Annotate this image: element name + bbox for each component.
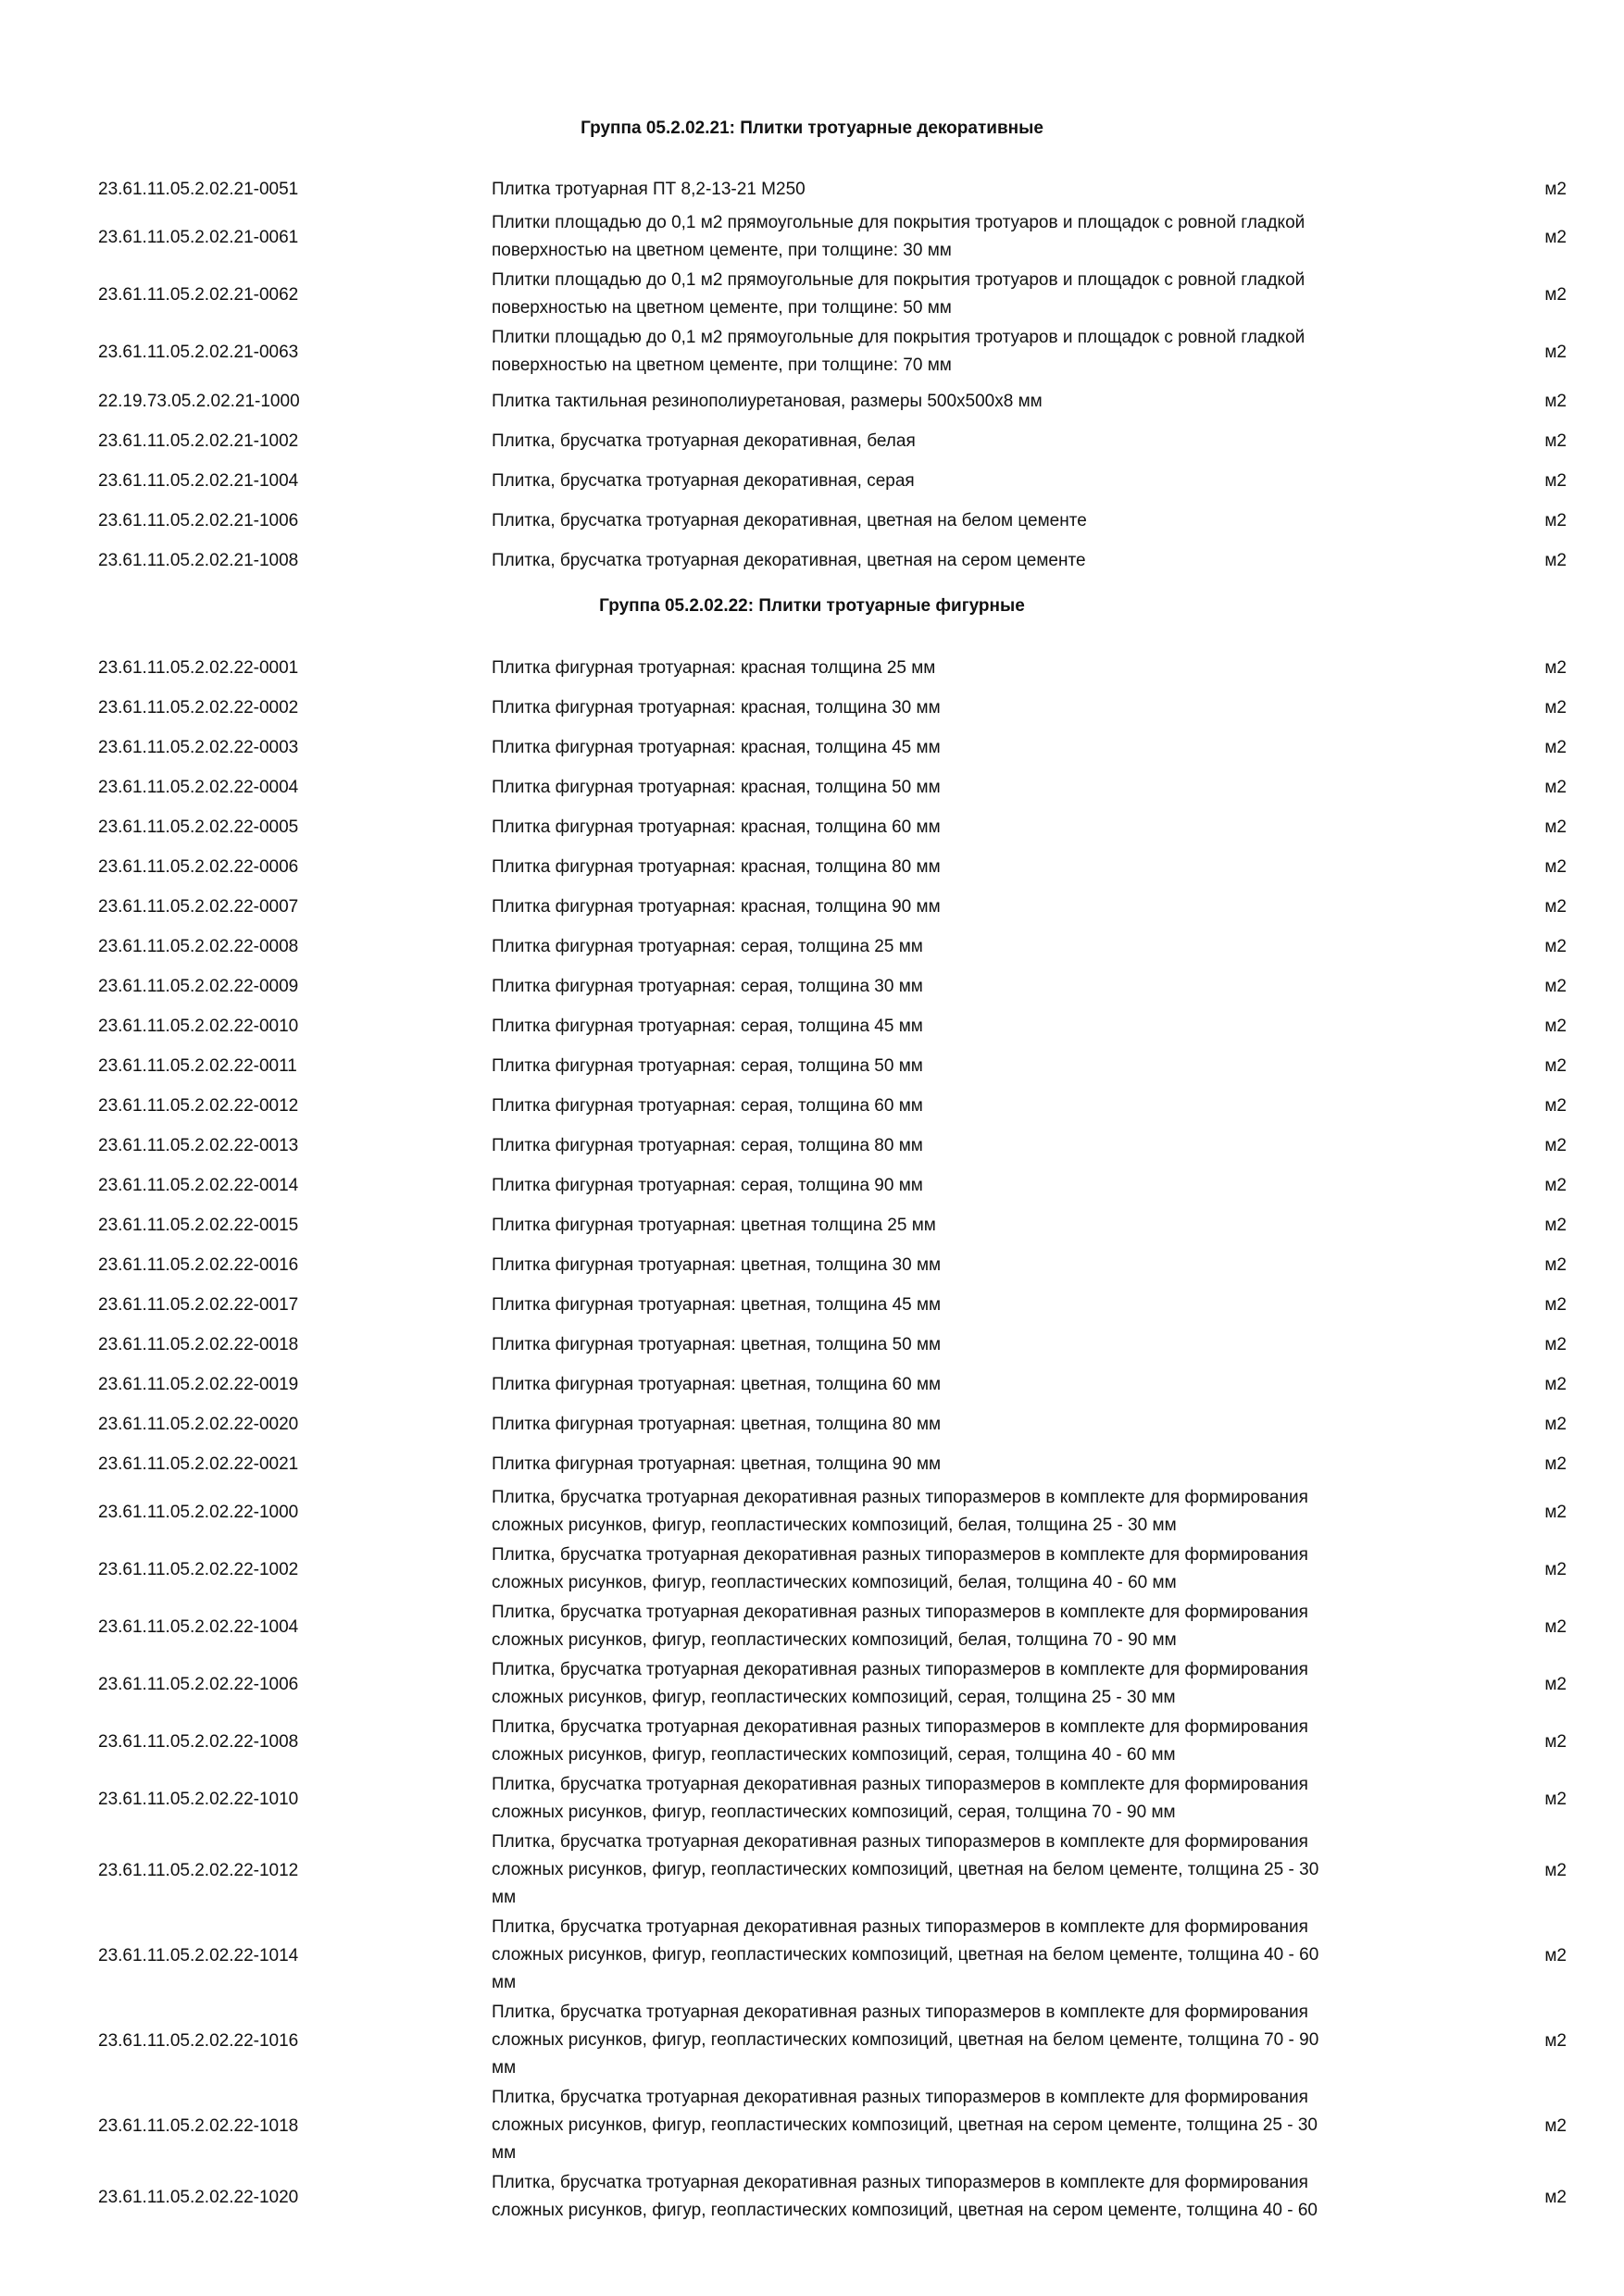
table-row [0,1771,1624,1828]
resource-name-line: сложных рисунков, фигур, геопластических композиций, цветная на белом цементе, толщина 25 - 30 [492,1860,1319,1879]
table-row [0,1999,1624,2084]
resource-code: 23.61.11.05.2.02.22-0001 [98,657,299,678]
resource-name-line: Плитка, брусчатка тротуарная декоративная, цветная на сером цементе [492,550,1086,570]
unit-of-measure: м2 [1544,1675,1567,1694]
resource-name [492,1541,1464,1597]
resource-name [492,1172,1464,1200]
table-row [0,1484,1624,1541]
resource-name [492,854,1464,881]
resource-name-line: Плитка фигурная тротуарная: цветная, толщина 30 мм [492,1254,942,1275]
resource-name [492,1599,1464,1654]
group-heading: Группа 05.2.02.21: Плитки тротуарные декоративные [581,119,1043,138]
resource-name-line: Плитка, брусчатка тротуарная декоративная разных типоразмеров в комплекте для формирования [492,1775,1308,1794]
unit-of-measure: м2 [1544,1135,1567,1155]
resource-name-line: Плитка, брусчатка тротуарная декоративная разных типоразмеров в комплекте для формирования [492,1488,1308,1507]
unit-of-measure: м2 [1544,1334,1567,1354]
unit-of-measure: м2 [1544,2188,1567,2207]
resource-name-line: сложных рисунков, фигур, геопластических композиций, белая, толщина 25 - 30 мм [492,1516,1177,1535]
resource-name-line: поверхностью на цветном цементе, при толщине: 50 мм [492,298,952,318]
unit-of-measure: м2 [1544,697,1567,718]
resource-name [492,814,1464,842]
resource-name [492,267,1464,322]
resource-name-line: Плитки площадью до 0,1 м2 прямоугольные для покрытия тротуаров и площадок с ровной гладкой [492,328,1305,347]
table-row [0,1006,1624,1046]
resource-name [492,1451,1464,1479]
table-row [0,1365,1624,1404]
unit-of-measure: м2 [1544,1254,1567,1275]
resource-code: 23.61.11.05.2.02.22-1002 [98,1560,299,1579]
resource-name [492,547,1464,575]
unit-of-measure: м2 [1544,1732,1567,1752]
resource-name [492,1292,1464,1319]
table-row [0,2084,1624,2169]
table-row [0,767,1624,807]
resource-name-line: сложных рисунков, фигур, геопластических композиций, цветная на белом цементе, толщина 40 - 60 [492,1945,1319,1965]
resource-code: 23.61.11.05.2.02.22-0016 [98,1254,299,1275]
resource-name-line: Плитка тактильная резинополиуретановая, размеры 500х500х8 мм [492,391,1043,411]
table-row [0,1404,1624,1444]
resource-name [492,1252,1464,1279]
resource-name-line: сложных рисунков, фигур, геопластических композиций, серая, толщина 70 - 90 мм [492,1803,1176,1822]
unit-of-measure: м2 [1544,1414,1567,1434]
resource-code: 23.61.11.05.2.02.22-0017 [98,1294,299,1315]
resource-name-line: Плитка, брусчатка тротуарная декоративная, серая [492,470,915,491]
resource-name [492,176,1464,204]
table-row [0,648,1624,688]
resource-name-line: Плитка, брусчатка тротуарная декоративная разных типоразмеров в комплекте для формирования [492,2003,1308,2022]
resource-name-line: Плитка фигурная тротуарная: серая, толщина 60 мм [492,1095,923,1116]
resource-name-line: сложных рисунков, фигур, геопластических композиций, цветная на сером цементе, толщина 40 - 60 [492,2201,1318,2220]
resource-name-line: Плитка, брусчатка тротуарная декоративная, цветная на белом цементе [492,510,1087,530]
unit-of-measure: м2 [1544,510,1567,530]
resource-name-line: сложных рисунков, фигур, геопластических композиций, белая, толщина 40 - 60 мм [492,1573,1177,1592]
resource-name-line: Плитка, брусчатка тротуарная декоративная, белая [492,430,916,451]
unit-of-measure: м2 [1544,2116,1567,2136]
table-row [0,501,1624,541]
resource-code: 23.61.11.05.2.02.22-1000 [98,1503,299,1522]
resource-name-line: Плитка фигурная тротуарная: красная, толщина 50 мм [492,777,941,797]
resource-name-line: поверхностью на цветном цементе, при толщине: 70 мм [492,356,952,375]
resource-name-line: сложных рисунков, фигур, геопластических композиций, цветная на сером цементе, толщина 25 - 30 [492,2115,1318,2135]
resource-code: 23.61.11.05.2.02.22-0002 [98,697,299,718]
unit-of-measure: м2 [1544,1617,1567,1637]
table-row [0,728,1624,767]
resource-name [492,1331,1464,1359]
resource-code: 23.61.11.05.2.02.22-0019 [98,1374,299,1394]
unit-of-measure: м2 [1544,430,1567,451]
table-row [0,421,1624,461]
resource-code: 23.61.11.05.2.02.22-1004 [98,1617,299,1637]
resource-name-line: Плитка, брусчатка тротуарная декоративная разных типоразмеров в комплекте для формирования [492,2173,1308,2192]
table-row [0,967,1624,1006]
resource-name-line: сложных рисунков, фигур, геопластических композиций, серая, толщина 40 - 60 мм [492,1745,1176,1765]
resource-name-line: мм [492,2058,517,2078]
resource-name [492,1371,1464,1399]
unit-of-measure: м2 [1544,470,1567,491]
resource-name-line: Плитка фигурная тротуарная: красная, толщина 30 мм [492,697,941,718]
resource-code: 23.61.11.05.2.02.22-0010 [98,1016,299,1036]
unit-of-measure: м2 [1544,737,1567,757]
unit-of-measure: м2 [1544,1175,1567,1195]
resource-name [492,428,1464,455]
resource-name-line: Плитка фигурная тротуарная: цветная, толщина 60 мм [492,1374,942,1394]
unit-of-measure: м2 [1544,896,1567,917]
unit-of-measure: м2 [1544,1454,1567,1474]
resource-name-line: Плитка, брусчатка тротуарная декоративная разных типоразмеров в комплекте для формирования [492,1917,1308,1937]
resource-code: 23.61.11.05.2.02.22-0004 [98,777,299,797]
group-heading: Группа 05.2.02.22: Плитки тротуарные фигурные [599,596,1025,616]
resource-name-line: Плитка фигурная тротуарная: красная толщина 25 мм [492,657,936,678]
resource-code: 23.61.11.05.2.02.21-0061 [98,228,299,247]
unit-of-measure: м2 [1544,2031,1567,2051]
resource-code: 23.61.11.05.2.02.21-1006 [98,510,299,530]
resource-name-line: мм [492,1888,517,1907]
resource-name-line: Плитка фигурная тротуарная: красная, толщина 45 мм [492,737,941,757]
unit-of-measure: м2 [1544,1016,1567,1036]
resource-name-line: Плитка фигурная тротуарная: цветная, толщина 90 мм [492,1454,942,1474]
resource-name-line: Плитка, брусчатка тротуарная декоративная разных типоразмеров в комплекте для формирования [492,2088,1308,2107]
unit-of-measure: м2 [1544,179,1567,199]
resource-code: 23.61.11.05.2.02.22-0018 [98,1334,299,1354]
resource-name [492,388,1464,416]
unit-of-measure: м2 [1544,285,1567,305]
table-row [0,1325,1624,1365]
resource-name-line: Плитка, брусчатка тротуарная декоративная разных типоразмеров в комплекте для формирования [492,1660,1308,1679]
table-row [0,2169,1624,2227]
unit-of-measure: м2 [1544,976,1567,996]
unit-of-measure: м2 [1544,343,1567,362]
table-row [0,1245,1624,1285]
table-row [0,1444,1624,1484]
resource-code: 23.61.11.05.2.02.22-0011 [98,1055,297,1076]
resource-code: 23.61.11.05.2.02.22-1018 [98,2116,299,2136]
resource-code: 23.61.11.05.2.02.22-1006 [98,1675,299,1694]
resource-code: 23.61.11.05.2.02.22-1014 [98,1946,299,1965]
resource-code: 23.61.11.05.2.02.21-0051 [98,179,299,199]
unit-of-measure: м2 [1544,1055,1567,1076]
table-row [0,1541,1624,1599]
unit-of-measure: м2 [1544,936,1567,956]
table-row [0,324,1624,381]
resource-name-line: мм [492,2143,517,2163]
resource-name [492,1771,1464,1827]
resource-name-line: Плитка фигурная тротуарная: серая, толщина 30 мм [492,976,923,996]
resource-code: 23.61.11.05.2.02.22-0013 [98,1135,299,1155]
resource-name [492,1053,1464,1080]
resource-name [492,1013,1464,1041]
resource-code: 23.61.11.05.2.02.22-1020 [98,2188,299,2207]
table-row [0,267,1624,324]
resource-code: 23.61.11.05.2.02.22-0015 [98,1215,299,1235]
table-row [0,1046,1624,1086]
table-row [0,1166,1624,1205]
resource-name [492,1092,1464,1120]
resource-name [492,1411,1464,1439]
resource-name-line: Плитка фигурная тротуарная: красная, толщина 80 мм [492,856,941,877]
resource-code: 23.61.11.05.2.02.22-0007 [98,896,299,917]
unit-of-measure: м2 [1544,1374,1567,1394]
resource-name [492,933,1464,961]
unit-of-measure: м2 [1544,1215,1567,1235]
resource-name-line: сложных рисунков, фигур, геопластических композиций, серая, толщина 25 - 30 мм [492,1688,1176,1707]
resource-name-line: Плитка фигурная тротуарная: красная, толщина 90 мм [492,896,941,917]
table-row [0,1285,1624,1325]
resource-name [492,468,1464,495]
resource-name [492,2169,1464,2225]
resource-name-line: Плитка фигурная тротуарная: цветная, толщина 50 мм [492,1334,942,1354]
resource-name-line: Плитка фигурная тротуарная: цветная, толщина 45 мм [492,1294,942,1315]
resource-name [492,734,1464,762]
unit-of-measure: м2 [1544,856,1567,877]
resource-name-line: Плитка фигурная тротуарная: серая, толщина 45 мм [492,1016,923,1036]
unit-of-measure: м2 [1544,1946,1567,1965]
resource-name [492,1828,1464,1912]
resource-name-line: Плитка фигурная тротуарная: цветная, толщина 80 мм [492,1414,942,1434]
table-row [0,1914,1624,1999]
resource-code: 23.61.11.05.2.02.22-0021 [98,1454,299,1474]
unit-of-measure: м2 [1544,1503,1567,1522]
table-row [0,847,1624,887]
resource-name-line: Плитка, брусчатка тротуарная декоративная разных типоразмеров в комплекте для формирования [492,1832,1308,1852]
resource-name [492,893,1464,921]
table-row [0,1656,1624,1714]
unit-of-measure: м2 [1544,1095,1567,1116]
resource-name-line: Плитка фигурная тротуарная: серая, толщина 80 мм [492,1135,923,1155]
unit-of-measure: м2 [1544,1560,1567,1579]
table-row [0,541,1624,580]
resource-code: 23.61.11.05.2.02.22-0008 [98,936,299,956]
resource-name-line: поверхностью на цветном цементе, при толщине: 30 мм [492,241,952,260]
table-row [0,1126,1624,1166]
unit-of-measure: м2 [1544,550,1567,570]
resource-code: 23.61.11.05.2.02.21-0063 [98,343,299,362]
resource-name-line: сложных рисунков, фигур, геопластических композиций, белая, толщина 70 - 90 мм [492,1630,1177,1650]
table-row [0,887,1624,927]
table-row [0,1828,1624,1914]
table-row [0,1086,1624,1126]
unit-of-measure: м2 [1544,391,1567,411]
resource-name [492,209,1464,265]
resource-name [492,973,1464,1001]
resource-code: 23.61.11.05.2.02.22-1012 [98,1861,299,1880]
resource-name [492,1656,1464,1712]
resource-name-line: Плитка фигурная тротуарная: цветная толщина 25 мм [492,1215,936,1235]
resource-name-line: Плитка, брусчатка тротуарная декоративная разных типоразмеров в комплекте для формирования [492,1603,1308,1622]
resource-name [492,1714,1464,1769]
resource-name [492,694,1464,722]
table-row [0,461,1624,501]
resource-code: 23.61.11.05.2.02.22-0006 [98,856,299,877]
table-row [0,209,1624,267]
resource-code: 23.61.11.05.2.02.21-0062 [98,285,299,305]
unit-of-measure: м2 [1544,1861,1567,1880]
table-row [0,688,1624,728]
resource-name-line: Плитки площадью до 0,1 м2 прямоугольные для покрытия тротуаров и площадок с ровной гладкой [492,213,1305,232]
table-row [0,1205,1624,1245]
resource-code: 23.61.11.05.2.02.22-1016 [98,2031,299,2051]
resource-name-line: мм [492,1973,517,1992]
resource-name [492,774,1464,802]
resource-name [492,1212,1464,1240]
resource-code: 23.61.11.05.2.02.22-0003 [98,737,299,757]
resource-name [492,1484,1464,1540]
resource-code: 23.61.11.05.2.02.21-1002 [98,430,299,451]
table-row [0,927,1624,967]
table-row [0,381,1624,421]
unit-of-measure: м2 [1544,777,1567,797]
resource-name [492,324,1464,380]
resource-name [492,1132,1464,1160]
resource-name-line: Плитка тротуарная ПТ 8,2-13-21 М250 [492,179,806,199]
resource-name-line: Плитка фигурная тротуарная: серая, толщина 90 мм [492,1175,923,1195]
resource-code: 23.61.11.05.2.02.22-0012 [98,1095,299,1116]
resource-name [492,507,1464,535]
table-row [0,169,1624,209]
table-row [0,1599,1624,1656]
resource-code: 23.61.11.05.2.02.22-1008 [98,1732,299,1752]
resource-name [492,2084,1464,2167]
resource-code: 23.61.11.05.2.02.22-1010 [98,1790,299,1809]
resource-name-line: Плитки площадью до 0,1 м2 прямоугольные для покрытия тротуаров и площадок с ровной гладкой [492,270,1305,290]
resource-code: 23.61.11.05.2.02.22-0009 [98,976,299,996]
unit-of-measure: м2 [1544,817,1567,837]
table-row [0,1714,1624,1771]
resource-code: 23.61.11.05.2.02.21-1008 [98,550,299,570]
unit-of-measure: м2 [1544,1790,1567,1809]
unit-of-measure: м2 [1544,1294,1567,1315]
resource-name [492,655,1464,682]
resource-code: 22.19.73.05.2.02.21-1000 [98,391,300,411]
resource-code: 23.61.11.05.2.02.21-1004 [98,470,299,491]
resource-name-line: Плитка фигурная тротуарная: серая, толщина 25 мм [492,936,923,956]
resource-name [492,1999,1464,2082]
unit-of-measure: м2 [1544,228,1567,247]
resource-name [492,1914,1464,1997]
resource-name-line: Плитка фигурная тротуарная: красная, толщина 60 мм [492,817,941,837]
resource-name-line: Плитка фигурная тротуарная: серая, толщина 50 мм [492,1055,923,1076]
unit-of-measure: м2 [1544,657,1567,678]
resource-name-line: Плитка, брусчатка тротуарная декоративная разных типоразмеров в комплекте для формирования [492,1545,1308,1565]
resource-name-line: сложных рисунков, фигур, геопластических композиций, цветная на белом цементе, толщина 70 - 90 [492,2030,1319,2050]
resource-code: 23.61.11.05.2.02.22-0005 [98,817,299,837]
resource-code: 23.61.11.05.2.02.22-0014 [98,1175,299,1195]
resource-name-line: Плитка, брусчатка тротуарная декоративная разных типоразмеров в комплекте для формирования [492,1717,1308,1737]
resource-code: 23.61.11.05.2.02.22-0020 [98,1414,299,1434]
table-row [0,807,1624,847]
